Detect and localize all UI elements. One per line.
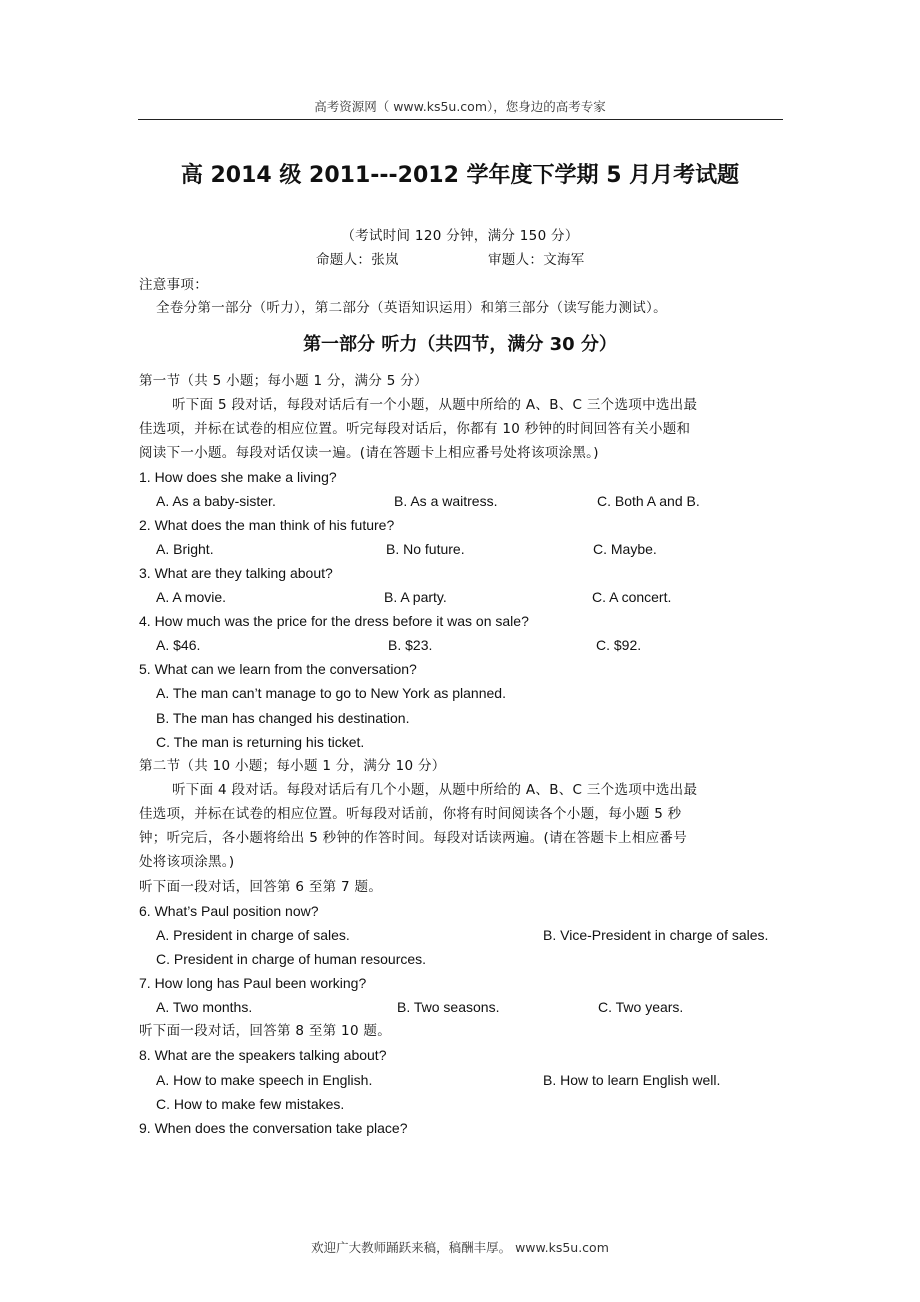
option-a: A. $46. xyxy=(156,637,201,653)
question: 7. How long has Paul been working? xyxy=(139,975,367,991)
question: 5. What can we learn from the conversation? xyxy=(139,661,417,677)
question: 2. What does the man think of his future? xyxy=(139,517,395,533)
option-c: C. President in charge of human resources. xyxy=(156,951,427,967)
option-a: A. A movie. xyxy=(156,589,227,605)
part1-title: 第一部分 听力（共四节，满分 30 分） xyxy=(303,334,617,355)
option-b: B. Two seasons. xyxy=(397,999,500,1015)
dialogue-intro: 听下面一段对话，回答第 8 至第 10 题。 xyxy=(139,1023,392,1039)
option-c: C. Two years. xyxy=(598,999,684,1015)
question: 9. When does the conversation take place? xyxy=(139,1120,408,1136)
notes-text: 全卷分第一部分（听力），第二部分（英语知识运用）和第三部分（读写能力测试）。 xyxy=(156,300,667,316)
option-c: C. A concert. xyxy=(592,589,672,605)
option-b: B. As a waitress. xyxy=(394,493,498,509)
option-a: A. Two months. xyxy=(156,999,253,1015)
option-a: A. Bright. xyxy=(156,541,214,557)
option-c: C. The man is returning his ticket. xyxy=(156,734,365,750)
reviewer: 审题人：文海军 xyxy=(488,252,585,268)
page-header: 高考资源网（ www.ks5u.com），您身边的高考专家 xyxy=(314,99,606,114)
option-c: C. How to make few mistakes. xyxy=(156,1096,345,1112)
section1-instructions: 听下面 5 段对话，每段对话后有一个小题，从题中所给的 A、B、C 三个选项中选出最 xyxy=(172,397,698,413)
option-b: B. $23. xyxy=(388,637,433,653)
option-b: B. A party. xyxy=(384,589,447,605)
option-b: B. Vice-President in charge of sales. xyxy=(543,927,769,943)
exam-info: （考试时间 120 分钟，满分 150 分） xyxy=(341,228,579,244)
question: 1. How does she make a living? xyxy=(139,469,337,485)
page-footer: 欢迎广大教师踊跃来稿，稿酬丰厚。 www.ks5u.com xyxy=(311,1240,609,1255)
option-b: B. The man has changed his destination. xyxy=(156,710,410,726)
question: 8. What are the speakers talking about? xyxy=(139,1047,387,1063)
section2-instructions: 处将该项涂黑。) xyxy=(139,854,235,870)
dialogue-intro: 听下面一段对话，回答第 6 至第 7 题。 xyxy=(139,879,383,895)
notes-label: 注意事项： xyxy=(139,277,208,293)
question: 4. How much was the price for the dress before it was on sale? xyxy=(139,613,529,629)
option-b: B. How to learn English well. xyxy=(543,1072,721,1088)
section1-instructions: 佳选项，并标在试卷的相应位置。听完每段对话后，你都有 10 秒钟的时间回答有关小题和 xyxy=(139,421,691,437)
question: 6. What’s Paul position now? xyxy=(139,903,319,919)
option-b: B. No future. xyxy=(386,541,465,557)
option-c: C. Both A and B. xyxy=(597,493,700,509)
option-c: C. Maybe. xyxy=(593,541,657,557)
question: 3. What are they talking about? xyxy=(139,565,333,581)
option-a: A. President in charge of sales. xyxy=(156,927,350,943)
section2-heading: 第二节（共 10 小题；每小题 1 分，满分 10 分） xyxy=(139,758,446,774)
option-a: A. As a baby-sister. xyxy=(156,493,276,509)
header-rule xyxy=(138,119,783,120)
section1-instructions: 阅读下一小题。每段对话仅读一遍。(请在答题卡上相应番号处将该项涂黑。) xyxy=(139,445,599,461)
option-c: C. $92. xyxy=(596,637,642,653)
option-a: A. How to make speech in English. xyxy=(156,1072,373,1088)
setter: 命题人：张岚 xyxy=(316,252,399,268)
section1-heading: 第一节（共 5 小题；每小题 1 分，满分 5 分） xyxy=(139,373,428,389)
section2-instructions: 佳选项，并标在试卷的相应位置。听每段对话前，你将有时间阅读各个小题，每小题 5 秒 xyxy=(139,806,682,822)
document-title: 高 2014 级 2011---2012 学年度下学期 5 月月考试题 xyxy=(180,163,740,188)
section2-instructions: 钟；听完后，各小题将给出 5 秒钟的作答时间。每段对话读两遍。(请在答题卡上相应番号 xyxy=(139,830,688,846)
section2-instructions: 听下面 4 段对话。每段对话后有几个小题，从题中所给的 A、B、C 三个选项中选出最 xyxy=(172,782,698,798)
option-a: A. The man can’t manage to go to New York as planned. xyxy=(156,685,506,701)
